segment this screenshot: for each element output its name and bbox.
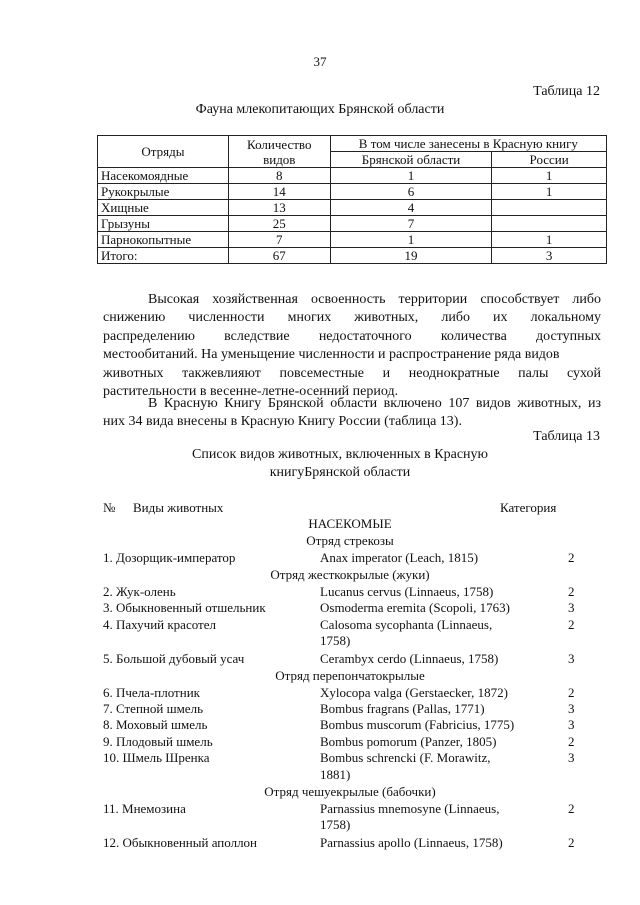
species-category: 3 (568, 651, 575, 666)
species-name: 4. Пахучий красотел (103, 617, 216, 632)
cell-russia (492, 216, 607, 232)
cell-bryansk: 1 (330, 232, 492, 248)
species-latin: Xylocopa valga (Gerstaecker, 1872) (320, 685, 508, 700)
species-category: 2 (568, 685, 575, 700)
species-latin-cont: 1758) (320, 817, 351, 832)
species-category: 2 (568, 550, 575, 565)
species-latin-cont: 1758) (320, 633, 351, 648)
cell-russia (492, 200, 607, 216)
species-latin: Lucanus cervus (Linnaeus, 1758) (320, 584, 494, 599)
species-category: 3 (568, 600, 575, 615)
table-row (98, 200, 607, 216)
header-count-line1: Количество (247, 136, 312, 152)
cell-count: 67 (228, 248, 330, 264)
paragraph-2 (103, 395, 601, 432)
species-name: 5. Большой дубовый усач (103, 651, 245, 666)
cell-bryansk: 19 (330, 248, 492, 264)
cell-order: Парнокопытные (98, 232, 229, 248)
fauna-table (97, 135, 607, 264)
order-heading: Отряд чешуекрылые (бабочки) (264, 784, 436, 799)
header-category: Категория (500, 500, 557, 515)
header-russia: России (492, 152, 607, 168)
header-species: Виды животных (133, 500, 224, 515)
species-category: 2 (568, 801, 575, 816)
cell-order: Грызуны (98, 216, 229, 232)
order-heading: Отряд жесткокрылые (жуки) (270, 567, 430, 582)
table-total-row (98, 248, 607, 264)
paragraph-line: них 34 вида внесены в Красную Книгу России (таблица 13). (103, 414, 462, 430)
species-latin-cont: 1881) (320, 767, 351, 782)
cell-order: Итого: (98, 248, 229, 264)
species-name: 9. Плодовый шмель (103, 734, 213, 749)
species-name: 1. Дозорщик-император (103, 550, 236, 565)
table-12-label: Таблица 12 (533, 84, 600, 99)
header-count-line2: видов (263, 151, 296, 167)
paragraph-line: Высокая хозяйственная освоенность территории способствует либо (148, 292, 601, 307)
paragraph-line: растительности в весенне-летне-осенний период. (103, 384, 399, 400)
cell-bryansk: 4 (330, 200, 492, 216)
species-latin: Parnassius mnemosyne (Linnaeus, (320, 801, 500, 816)
cell-russia: 1 (492, 168, 607, 184)
table-header-row (98, 136, 607, 152)
cell-bryansk: 6 (330, 184, 492, 200)
cell-count: 8 (228, 168, 330, 184)
cell-count: 7 (228, 232, 330, 248)
species-category: 2 (568, 835, 575, 850)
species-name: 2. Жук-олень (103, 584, 176, 599)
species-category: 2 (568, 617, 575, 632)
species-name: 6. Пчела-плотник (103, 685, 200, 700)
group-heading: НАСЕКОМЫЕ (308, 516, 392, 531)
species-name: 8. Моховый шмель (103, 717, 208, 732)
header-count (228, 136, 330, 168)
species-latin: Osmoderma eremita (Scopoli, 1763) (320, 600, 510, 615)
species-latin: Bombus pomorum (Panzer, 1805) (320, 734, 497, 749)
page-number: 37 (313, 54, 327, 69)
paragraph-line: животных такжевлияют повсеместные и неоднократные палы сухой (103, 365, 601, 381)
table-12-title: Фауна млекопитающих Брянской области (195, 102, 445, 117)
table-row (98, 232, 607, 248)
cell-count: 25 (228, 216, 330, 232)
header-red-book: В том числе занесены в Красную книгу (330, 136, 606, 152)
species-latin: Bombus fragrans (Pallas, 1771) (320, 701, 485, 716)
order-heading: Отряд стрекозы (306, 533, 394, 548)
species-name: 12. Обыкновенный аполлон (103, 835, 258, 850)
cell-count: 13 (228, 200, 330, 216)
order-heading: Отряд перепончатокрылые (275, 668, 425, 683)
cell-russia: 3 (492, 248, 607, 264)
paragraph-line: местообитаний. На уменьщение численности и распространение ряда видов (103, 347, 560, 363)
cell-russia: 1 (492, 184, 607, 200)
header-bryansk: Брянской области (330, 152, 492, 168)
table-row (98, 168, 607, 184)
cell-russia: 1 (492, 232, 607, 248)
species-latin: Calosoma sycophanta (Linnaeus, (320, 617, 493, 632)
cell-order: Хищные (98, 200, 229, 216)
species-category: 2 (568, 584, 575, 599)
species-latin: Bombus muscorum (Fabricius, 1775) (320, 717, 515, 732)
table-13-title: Список видов животных, включенных в Красную книгуБрянской области (192, 447, 488, 480)
paragraph-line: В Красную Книгу Брянской области включено 107 видов животных, из (148, 396, 601, 411)
cell-bryansk: 1 (330, 168, 492, 184)
species-name: 7. Степной шмель (103, 701, 203, 716)
species-category: 2 (568, 734, 575, 749)
cell-bryansk: 7 (330, 216, 492, 232)
species-name: 11. Мнемозина (103, 801, 186, 816)
species-name: 10. Шмель Шренка (103, 750, 210, 765)
header-orders: Отряды (98, 136, 229, 168)
species-name: 3. Обыкновенный отшельник (103, 600, 266, 615)
paragraph-line: снижению численности многих животных, либо их локальному (103, 310, 601, 326)
cell-order: Насекомоядные (98, 168, 229, 184)
species-category: 3 (568, 717, 575, 732)
paragraph-line: распределению вследствие недостаточного количества доступных (103, 328, 601, 344)
table-13-label: Таблица 13 (533, 429, 600, 444)
header-num: № (103, 500, 116, 515)
species-latin: Parnassius apollo (Linnaeus, 1758) (320, 835, 503, 850)
table-row (98, 184, 607, 200)
species-latin: Anax imperator (Leach, 1815) (320, 550, 479, 565)
cell-order: Рукокрылые (98, 184, 229, 200)
paragraph-1 (103, 291, 601, 401)
species-category: 3 (568, 750, 575, 765)
table-row (98, 216, 607, 232)
cell-count: 14 (228, 184, 330, 200)
species-category: 3 (568, 701, 575, 716)
species-latin: Cerambyx cerdo (Linnaeus, 1758) (320, 651, 499, 666)
species-latin: Bombus schrencki (F. Morawitz, (320, 750, 491, 765)
